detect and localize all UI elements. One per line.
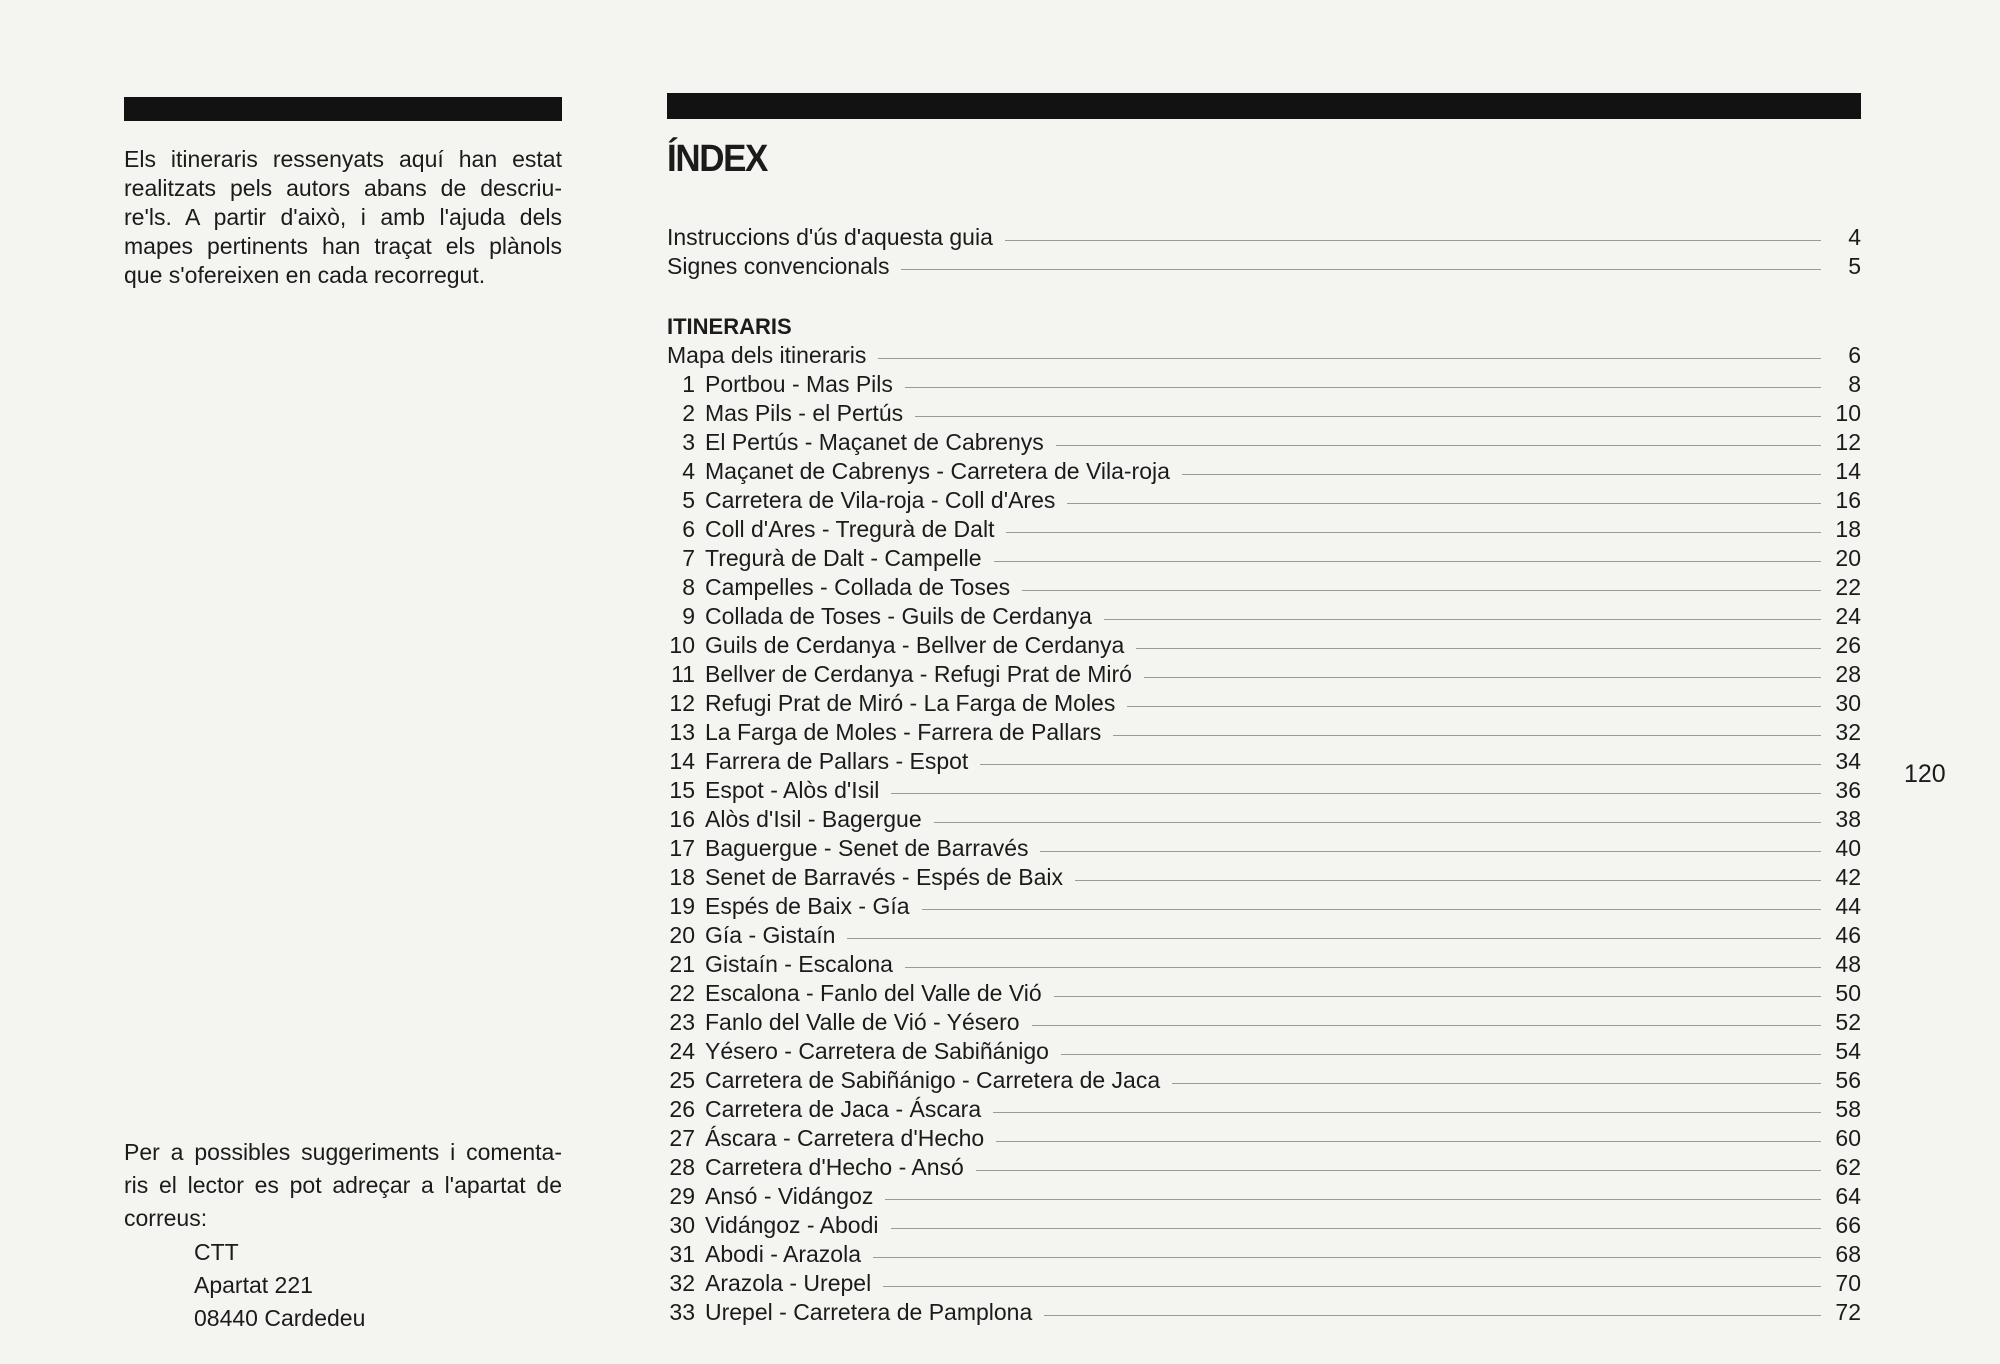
leader-line [883,1286,1821,1287]
entry-number: 18 [669,864,695,890]
leader-line [891,793,1821,794]
itinerary-entry [667,747,1861,776]
entry-page: 38 [1835,806,1861,832]
entry-label: Arazola - Urepel [705,1270,872,1296]
section-heading: ITINERARIS [667,314,792,339]
entry-label: Maçanet de Cabrenys - Carretera de Vila-roja [705,458,1170,484]
entry-number: 12 [669,690,695,716]
entry-label: Coll d'Ares - Tregurà de Dalt [705,516,995,542]
entry-label: Abodi - Arazola [705,1241,861,1267]
left-column [124,97,562,313]
entry-page: 72 [1835,1299,1861,1325]
entry-page: 46 [1835,922,1861,948]
entry-label: Senet de Barravés - Espés de Baix [705,864,1063,890]
itinerary-entry [667,689,1861,718]
entry-label: La Farga de Moles - Farrera de Pallars [705,719,1102,745]
entry-number: 21 [669,951,695,977]
entry-label: Escalona - Fanlo del Valle de Vió [705,980,1042,1006]
entry-page: 68 [1835,1241,1861,1267]
entry-label: Farrera de Pallars - Espot [705,748,969,774]
leader-line [891,1228,1822,1229]
entry-label: Vidángoz - Abodi [705,1212,879,1238]
entry-number: 30 [669,1212,695,1238]
entry-page: 14 [1835,458,1861,484]
itinerary-entry [667,863,1861,892]
entry-number: 33 [669,1299,695,1325]
entry-page: 44 [1835,893,1861,919]
itinerary-entry [667,399,1861,428]
entry-label: Carretera d'Hecho - Ansó [705,1154,964,1180]
general-entries [667,223,1861,281]
entry-page: 4 [1848,224,1861,250]
entry-number: 32 [669,1270,695,1296]
postal-address [124,1236,562,1335]
entry-label: Refugi Prat de Miró - La Farga de Moles [705,690,1116,716]
leader-line [905,967,1821,968]
entry-page: 28 [1835,661,1861,687]
entry-label: Espés de Baix - Gía [705,893,910,919]
leader-line [1056,445,1821,446]
entry-label: Gistaín - Escalona [705,951,893,977]
index-column [667,93,1861,1327]
entry-page: 54 [1835,1038,1861,1064]
itinerary-entry [667,1124,1861,1153]
entry-label: Áscara - Carretera d'Hecho [705,1125,985,1151]
entry-label: Baguergue - Senet de Barravés [705,835,1029,861]
entry-label: Instruccions d'ús d'aquesta guia [667,224,993,250]
leader-line [1067,503,1821,504]
entry-number: 17 [669,835,695,861]
entry-number: 22 [669,980,695,1006]
itinerary-entry [667,805,1861,834]
entry-page: 60 [1835,1125,1861,1151]
leader-line [1006,532,1821,533]
leader-line [901,269,1821,270]
entry-page: 20 [1835,545,1861,571]
entry-label: Bellver de Cerdanya - Refugi Prat de Miró [705,661,1132,687]
entry-page: 40 [1835,835,1861,861]
entry-label: Campelles - Collada de Toses [705,574,1011,600]
entry-label: Guils de Cerdanya - Bellver de Cerdanya [705,632,1125,658]
itinerary-entry [667,1095,1861,1124]
entry-label: Carretera de Vila-roja - Coll d'Ares [705,487,1056,513]
entry-label: Tregurà de Dalt - Campelle [705,545,982,571]
entry-label: Carretera de Sabiñánigo - Carretera de Jaca [705,1067,1161,1093]
itinerary-entry [667,1240,1861,1269]
entry-page: 56 [1835,1067,1861,1093]
entry-page: 50 [1835,980,1861,1006]
contact-block [124,1136,562,1335]
itinerary-entry [667,718,1861,747]
entry-label: El Pertús - Maçanet de Cabrenys [705,429,1044,455]
entry-number: 15 [669,777,695,803]
entry-page: 24 [1835,603,1861,629]
entry-number: 1 [682,371,695,397]
leader-line [915,416,1821,417]
entry-number: 11 [671,661,695,687]
entry-number: 27 [669,1125,695,1151]
leader-line [1182,474,1821,475]
entry-number: 23 [669,1009,695,1035]
left-header-bar [124,97,562,121]
leader-line [1136,648,1821,649]
entry-page: 18 [1835,516,1861,542]
entry-number: 8 [682,574,695,600]
entry-page: 62 [1835,1154,1861,1180]
itinerary-entry [667,892,1861,921]
entry-label: Espot - Alòs d'Isil [705,777,880,803]
itinerary-entry [667,1008,1861,1037]
address-line: 08440 Cardedeu [194,1305,366,1331]
leader-line [885,1199,1821,1200]
address-line: Apartat 221 [194,1272,313,1298]
entry-page: 64 [1835,1183,1861,1209]
leader-line [1075,880,1821,881]
itinerary-entry [667,1182,1861,1211]
entry-page: 70 [1835,1270,1861,1296]
entry-number: 16 [669,806,695,832]
itinerary-entry [667,1066,1861,1095]
leader-line [1127,706,1821,707]
entry-page: 26 [1835,632,1861,658]
entry-page: 16 [1835,487,1861,513]
entry-page: 8 [1848,371,1861,397]
entry-page: 58 [1835,1096,1861,1122]
entry-number: 13 [669,719,695,745]
itinerary-entry [667,776,1861,805]
entry-page: 6 [1848,342,1861,368]
page-number: 120 [1904,760,1946,788]
itinerary-entry [667,950,1861,979]
entry-number: 29 [669,1183,695,1209]
leader-line [1022,590,1821,591]
entry-number: 10 [669,632,695,658]
itinerary-entry [667,660,1861,689]
leader-line [1113,735,1821,736]
entry-page: 22 [1835,574,1861,600]
leader-line [996,1141,1821,1142]
leader-line [1104,619,1821,620]
entry-page: 5 [1848,253,1861,279]
leader-line [922,909,1821,910]
entry-label: Signes convencionals [667,253,890,279]
entry-page: 42 [1835,864,1861,890]
leader-line [1044,1315,1821,1316]
itinerary-entry [667,515,1861,544]
entry-page: 12 [1835,429,1861,455]
index-entry [667,223,1861,252]
entry-number: 26 [669,1096,695,1122]
itinerary-entry [667,428,1861,457]
leader-line [993,1112,1821,1113]
leader-line [1054,996,1821,997]
itinerary-entry [667,1037,1861,1066]
entry-number: 3 [682,429,695,455]
entry-number: 24 [669,1038,695,1064]
leader-line [1032,1025,1821,1026]
entry-page: 52 [1835,1009,1861,1035]
entry-number: 20 [669,922,695,948]
entry-page: 48 [1835,951,1861,977]
entry-label: Yésero - Carretera de Sabiñánigo [705,1038,1049,1064]
leader-line [1144,677,1821,678]
address-line: CTT [194,1239,239,1265]
leader-line [976,1170,1821,1171]
entry-number: 9 [682,603,695,629]
entry-number: 4 [682,458,695,484]
itinerary-entry [667,1298,1861,1327]
entry-label: Gía - Gistaín [705,922,836,948]
entry-page: 66 [1835,1212,1861,1238]
entry-page: 34 [1835,748,1861,774]
entry-number: 25 [669,1067,695,1093]
entry-label: Mas Pils - el Pertús [705,400,904,426]
itinerary-entry [667,1153,1861,1182]
leader-line [878,358,1821,359]
itinerary-entry [667,921,1861,950]
itinerary-entry [667,1269,1861,1298]
itinerary-entry [667,573,1861,602]
leader-line [980,764,1821,765]
leader-line [873,1257,1821,1258]
leader-line [1061,1054,1821,1055]
itinerary-entry [667,631,1861,660]
entry-number: 28 [669,1154,695,1180]
leader-line [1040,851,1821,852]
itinerary-entry [667,979,1861,1008]
itinerary-entry [667,544,1861,573]
right-header-bar [667,93,1861,119]
leader-line [1172,1083,1821,1084]
leader-line [847,938,1821,939]
entry-number: 19 [669,893,695,919]
leader-line [934,822,1821,823]
itinerary-entry [667,486,1861,515]
entry-label: Collada de Toses - Guils de Cerdanya [705,603,1092,629]
itinerary-entry [667,370,1861,399]
entry-label: Carretera de Jaca - Áscara [705,1096,982,1122]
index-title: ÍNDEX [667,138,767,180]
entry-page: 30 [1835,690,1861,716]
index-entry [667,252,1861,281]
entry-label: Urepel - Carretera de Pamplona [705,1299,1033,1325]
entry-number: 2 [682,400,695,426]
entry-label: Portbou - Mas Pils [705,371,893,397]
entry-label: Ansó - Vidángoz [705,1183,874,1209]
entry-number: 7 [682,545,695,571]
leader-line [905,387,1821,388]
entry-label: Alòs d'Isil - Bagergue [705,806,922,832]
entry-label: Fanlo del Valle de Vió - Yésero [705,1009,1020,1035]
index-entry [667,341,1861,370]
entry-label: Mapa dels itineraris [667,342,867,368]
entry-number: 6 [682,516,695,542]
itinerary-list [667,341,1861,1327]
itinerary-entry [667,457,1861,486]
entry-page: 32 [1835,719,1861,745]
leader-line [994,561,1821,562]
entry-page: 36 [1835,777,1861,803]
entry-number: 14 [669,748,695,774]
entry-number: 31 [669,1241,695,1267]
itinerary-entry [667,602,1861,631]
itinerary-entry [667,834,1861,863]
itinerary-entry [667,1211,1861,1240]
entry-number: 5 [682,487,695,513]
leader-line [1005,240,1821,241]
contact-paragraph: Per a possibles suggeriments i comenta-ris el lector es pot adreçar a l'apartat de correus: [124,1139,562,1231]
entry-page: 10 [1835,400,1861,426]
intro-paragraph: Els itineraris ressenyats aquí han estat realitzats pels autors abans de descriu-re'ls. A partir d'això, i amb l'ajuda dels mapes pertinents han traçat els plànols que s'ofereixen en cada recorregut. [124,146,562,288]
